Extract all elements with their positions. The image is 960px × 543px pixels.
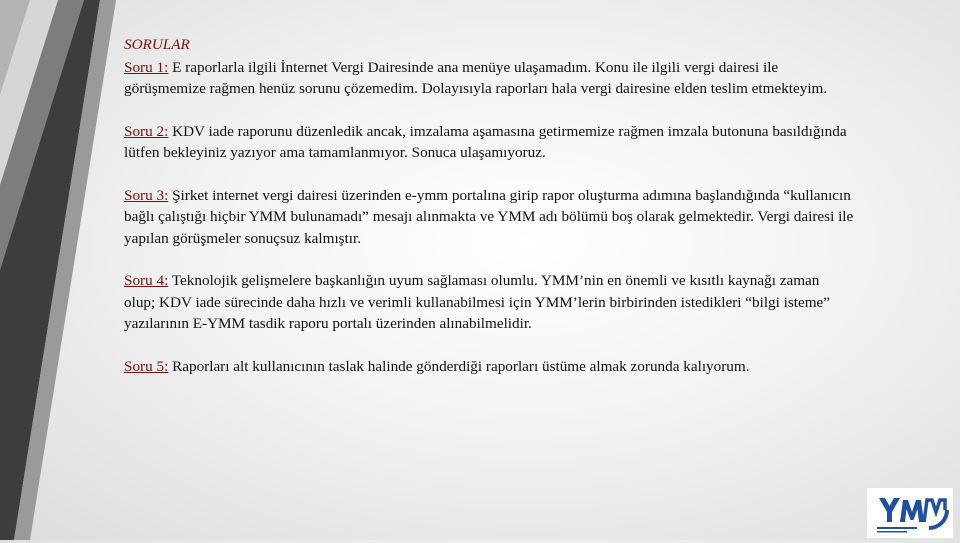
question-text: Şirket internet vergi dairesi üzerinden e-ymm portalına girip rapor oluşturma adımına başlandığında “kullanıcın bağlı çalıştığı hiçbir YMM bulunamadı” mesajı alınmakta ve YMM adı bölümü boş olarak gelmektedir. Vergi dairesi ile yapılan görüşmeler sonuçsuz kalmıştır. bbox=[124, 186, 854, 247]
question-5 bbox=[124, 356, 854, 378]
question-4 bbox=[124, 270, 854, 335]
question-3 bbox=[124, 185, 854, 250]
question-text: KDV iade raporunu düzenledik ancak, imzalama aşamasına getirmemize rağmen imzala butonuna basıldığında lütfen bekleyiniz yazıyor ama tamamlanmıyor. Sonuca ulaşamıyoruz. bbox=[124, 122, 847, 161]
question-label: Soru 3: bbox=[124, 186, 169, 204]
question-label: Soru 5: bbox=[124, 357, 169, 375]
question-text: Raporları alt kullanıcının taslak halinde gönderdiği raporları üstüme almak zorunda kalıyorum. bbox=[168, 357, 750, 375]
question-label: Soru 4: bbox=[124, 272, 169, 289]
question-2 bbox=[124, 121, 854, 164]
decorative-stripes bbox=[0, 0, 120, 540]
page-title: SORULAR bbox=[124, 36, 190, 53]
question-1 bbox=[124, 57, 854, 100]
question-label: Soru 1: bbox=[124, 58, 169, 76]
question-text: Teknolojik gelişmelere başkanlığın uyum sağlaması olumlu. YMM’nin en önemli ve kısıtlı kaynağı zaman olup; KDV iade sürecinde daha hızlı ve verimli kullanabilmesi için YMM’lerin birbirinden istedikleri “bilgi isteme” yazılarının E-YMM tasdik raporu portalı üzerinden alınabilmelidir. bbox=[124, 272, 831, 332]
question-label: Soru 2: bbox=[124, 122, 169, 140]
questions-content bbox=[124, 34, 854, 377]
ymm-logo bbox=[866, 487, 954, 539]
ymm-logo-icon bbox=[867, 488, 953, 538]
question-text: E raporlarla ilgili İnternet Vergi Dairesinde ana menüye ulaşamadım. Konu ile ilgili vergi dairesi ile görüşmemize rağmen henüz sorunu çözemedim. Dolayısıyla raporları hala vergi dairesine elden teslim etmekteyim. bbox=[124, 58, 828, 97]
